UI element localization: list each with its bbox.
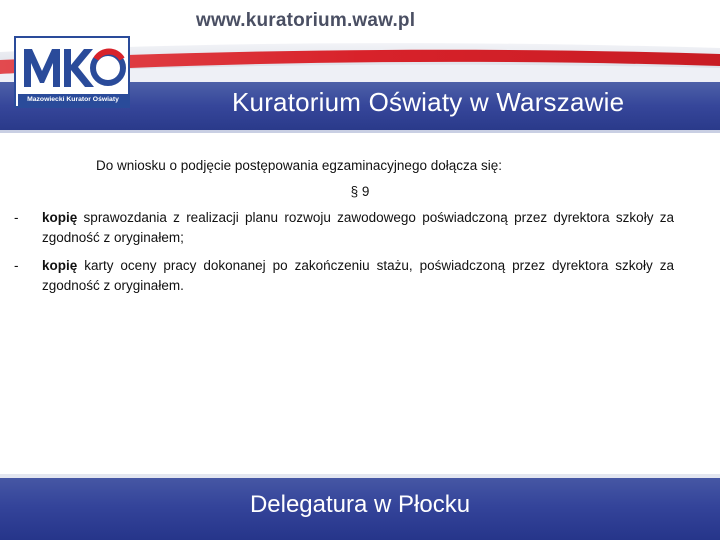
list-item-text: [42, 256, 674, 296]
page-header: [0, 0, 720, 138]
list-bullet: -: [14, 258, 19, 273]
site-url[interactable]: www.kuratorium.waw.pl: [196, 10, 416, 31]
list-item-text: [42, 208, 674, 248]
list-item-rest: karty oceny pracy dokonanej po zakończeniu stażu, poświadczoną przez dyrektora szkoły za zgodność z oryginałem.: [42, 258, 674, 293]
footer-delegation-label: Delegatura w Płocku: [249, 491, 471, 518]
mko-logo-mark-icon: [20, 41, 126, 93]
list-item-lead: kopię: [42, 258, 78, 273]
list-item-lead: kopię: [42, 210, 78, 225]
intro-heading: Do wniosku o podjęcie postępowania egzaminacyjnego dołącza się:: [96, 158, 503, 173]
header-divider: [0, 130, 720, 133]
list-bullet: -: [14, 210, 19, 225]
page-title: Kuratorium Oświaty w Warszawie: [232, 87, 625, 117]
logo-caption: Mazowiecki Kurator Oświaty: [18, 94, 128, 106]
list-item-rest: sprawozdania z realizacji planu rozwoju zawodowego poświadczoną przez dyrektora szkoły za zgodność z oryginałem;: [42, 210, 674, 245]
section-number: § 9: [350, 184, 370, 199]
mko-logo: [14, 36, 130, 108]
